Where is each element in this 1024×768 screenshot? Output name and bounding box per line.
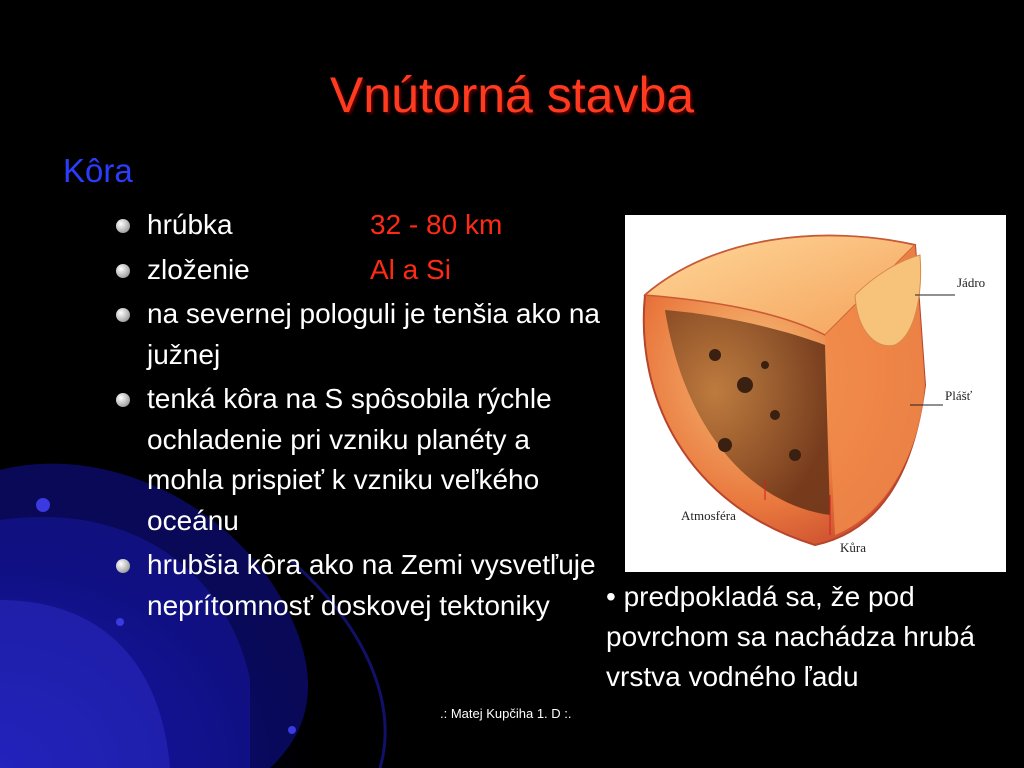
bullet-north-thinner — [112, 294, 602, 375]
bullet-value: Al a Si — [370, 253, 451, 285]
bullet-list — [112, 205, 602, 630]
bullet-dot-icon — [116, 308, 130, 322]
label-mantle: Plášť — [945, 388, 973, 403]
bullet-text: tenká kôra na S spôsobila rýchle ochladenie pri vzniku planéty a mohla prispieť k vzniku veľkého oceánu — [147, 383, 552, 536]
label-atmosphere: Atmosféra — [681, 508, 736, 523]
bullet-composition — [112, 250, 602, 291]
slide-subtitle: Kôra — [63, 152, 133, 189]
slide-title: Vnútorná stavba — [329, 67, 695, 123]
planet-cutaway-figure — [625, 215, 1006, 572]
bullet-dot-icon — [116, 393, 130, 407]
bullet-dot-icon — [116, 219, 130, 233]
bullet-text: na severnej pologuli je tenšia ako na južnej — [147, 298, 600, 370]
label-crust: Kůra — [840, 540, 866, 555]
bullet-text: hrubšia kôra ako na Zemi vysvetľuje neprítomnosť doskovej tektoniky — [147, 549, 596, 621]
side-note: • predpokladá sa, že pod povrchom sa nachádza hrubá vrstva vodného ľadu — [606, 581, 975, 692]
label-core: Jádro — [957, 275, 986, 290]
bullet-dot-icon — [116, 559, 130, 573]
bullet-label: zloženie — [147, 253, 250, 285]
footer-author: .: Matej Kupčiha 1. D :. — [440, 706, 572, 721]
bullet-dot-icon — [116, 264, 130, 278]
bullet-label: hrúbka — [147, 209, 233, 240]
bullet-thin-crust — [112, 379, 602, 541]
bullet-thickness — [112, 205, 602, 246]
bullet-value: 32 - 80 km — [370, 209, 503, 240]
bullet-thicker-crust — [112, 545, 602, 626]
